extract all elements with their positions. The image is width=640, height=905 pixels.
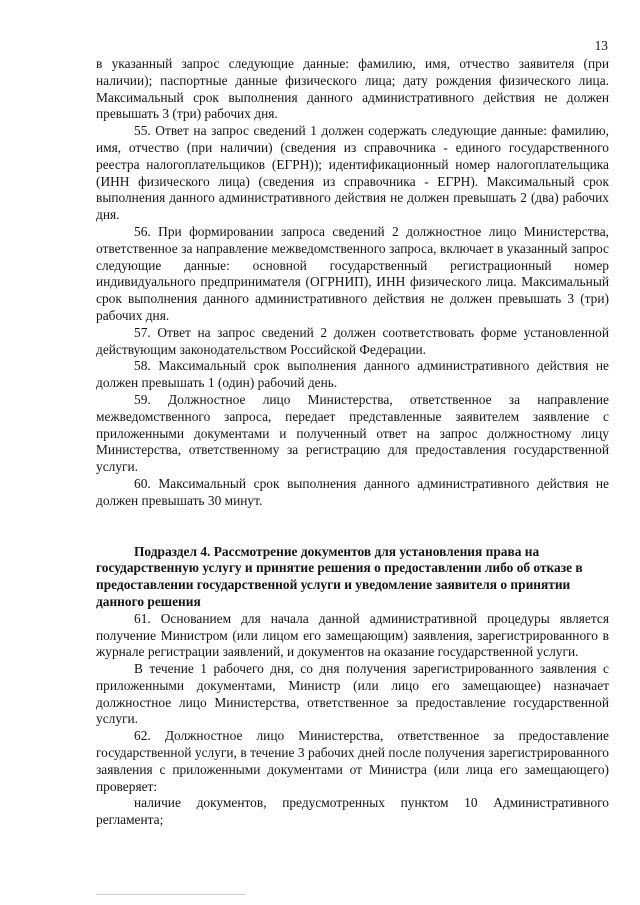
- paragraph-55: 55. Ответ на запрос сведений 1 должен содержать следующие данные: фамилию, имя, отчество (при наличии) (сведения из справочника - единого государственного реестра налогоплательщиков (ЕГРН)); идентификационный номер налогоплательщика (ИНН физического лица) (сведения из справочника - ЕГРН). Максимальный срок выполнения данного административного действия не должен превышать 2 (два) рабочих дня.: [96, 123, 609, 223]
- paragraph-56: 56. При формировании запроса сведений 2 должностное лицо Министерства, ответственное за направление межведомственного запроса, включает в указанный запрос следующие данные: основной государственный регистрационный номер индивидуального предпринимателя (ОГРНИП), ИНН физического лица. Максимальный срок выполнения данного административного действия не должен превышать 3 (три) рабочих дня.: [96, 223, 609, 323]
- paragraph-62-item: наличие документов, предусмотренных пунктом 10 Административного регламента;: [96, 795, 609, 828]
- paragraph-61-continued: В течение 1 рабочего дня, со дня получения зарегистрированного заявления с приложенными документами, Министр (или лицо его замещающее) назначает должностное лицо Министерства, ответственное за предоставление государственной услуги.: [96, 661, 609, 727]
- page-number: 13: [594, 38, 608, 53]
- subsection-heading: Подраздел 4. Рассмотрение документов для установления права на государственную услугу и принятие решения о предоставлении либо об отказе в предоставлении государственной услуги и уведомление заявителя о принятии данного решения: [96, 543, 583, 609]
- paragraph-58: 58. Максимальный срок выполнения данного административного действия не должен превышать 1 (один) рабочий день.: [96, 358, 609, 391]
- footer-rule: [96, 894, 246, 895]
- paragraph-61: 61. Основанием для начала данной административной процедуры является получение Министром (или лицом его замещающим) заявления, зарегистрированного в журнале регистрации заявлений, и документов на оказание государственной услуги.: [96, 610, 609, 660]
- paragraph-continuation: в указанный запрос следующие данные: фамилию, имя, отчество заявителя (при наличии); паспортные данные физического лица; дату рождения физического лица. Максимальный срок выполнения данного административного действия не должен превышать 3 (три) рабочих дня.: [96, 56, 609, 122]
- paragraph-57: 57. Ответ на запрос сведений 2 должен соответствовать форме установленной действующим законодательством Российской Федерации.: [96, 324, 609, 357]
- paragraph-62: 62. Должностное лицо Министерства, ответственное за предоставление государственной услуги, в течение 3 рабочих дней после получения зарегистрированного заявления с приложенными документами от Министра (или лица его замещающего) проверяет:: [96, 728, 609, 794]
- paragraph-59: 59. Должностное лицо Министерства, ответственное за направление межведомственного запроса, передает представленные заявителем заявление с приложенными документами и полученный ответ на запрос должностному лицу Министерства, ответственному за регистрацию для предоставления государственной услуги.: [96, 391, 609, 475]
- paragraph-60: 60. Максимальный срок выполнения данного административного действия не должен превышать 30 минут.: [96, 475, 609, 508]
- document-body: [96, 56, 609, 829]
